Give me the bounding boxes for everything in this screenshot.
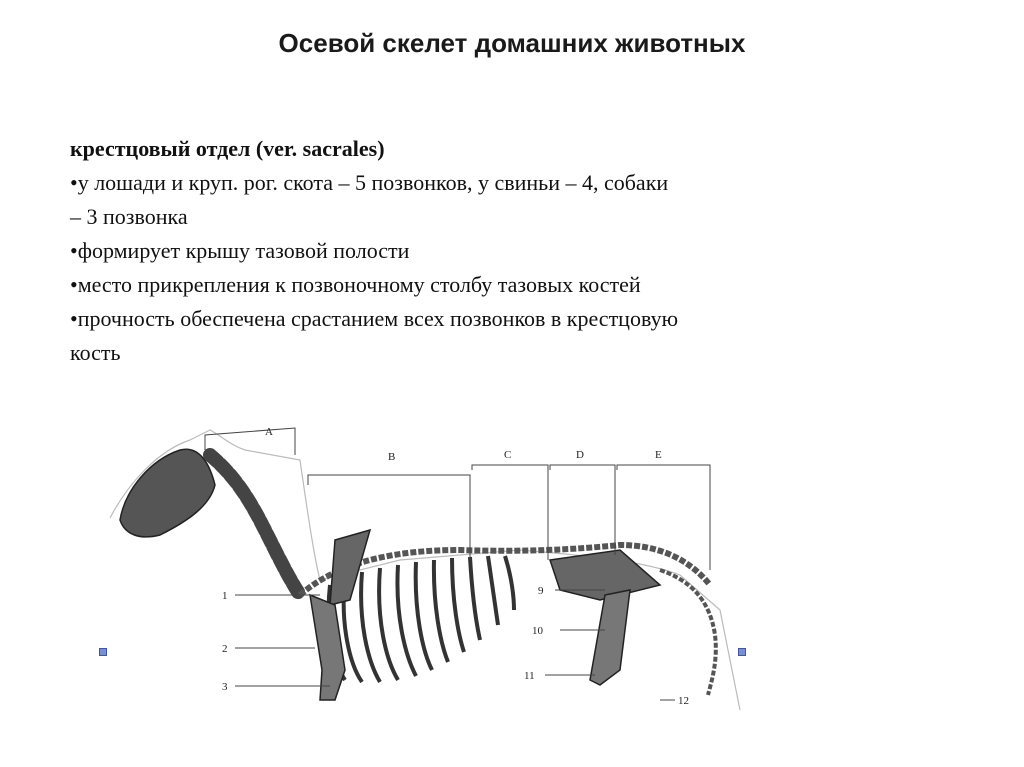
bullet-line-1: •у лошади и круп. рог. скота – 5 позвонков, у свиньи – 4, собаки <box>70 170 669 195</box>
callout-3: 3 <box>222 681 228 693</box>
skull <box>120 449 215 537</box>
bullet-line-5: •прочность обеспечена срастанием всех позвонков в крестцовую <box>70 306 679 331</box>
tail <box>660 570 716 695</box>
callout-10: 10 <box>532 625 543 637</box>
callout-9: 9 <box>538 585 544 597</box>
callout-1: 1 <box>222 590 228 602</box>
hindlimb <box>590 590 630 685</box>
callout-11: 11 <box>524 670 535 682</box>
bullet-line-6: кость <box>70 340 121 365</box>
bullet-line-3: •формирует крышу тазовой полости <box>70 238 410 263</box>
region-label-d: D <box>576 449 584 461</box>
selection-handle-right[interactable] <box>738 648 746 656</box>
forelimb <box>310 595 345 700</box>
bullet-line-2: – 3 позвонка <box>70 204 188 229</box>
region-label-c: C <box>504 449 512 461</box>
horse-skeleton-drawing <box>100 410 750 710</box>
bullet-line-4: •место прикрепления к позвоночному столбу тазовых костей <box>70 272 641 297</box>
callout-12: 12 <box>678 695 689 707</box>
section-heading: крестцовый отдел (ver. sacrales) <box>70 136 385 161</box>
region-label-b: B <box>388 451 396 463</box>
region-label-e: E <box>655 449 662 461</box>
neck-vertebrae <box>210 455 300 595</box>
body-text <box>70 132 900 370</box>
slide-title: Осевой скелет домашних животных <box>278 28 746 58</box>
scapula <box>330 530 370 605</box>
selection-handle-left[interactable] <box>99 648 107 656</box>
callout-2: 2 <box>222 643 228 655</box>
region-label-a: A <box>265 426 273 438</box>
horse-skeleton-figure <box>100 410 750 710</box>
pelvis <box>550 550 660 600</box>
